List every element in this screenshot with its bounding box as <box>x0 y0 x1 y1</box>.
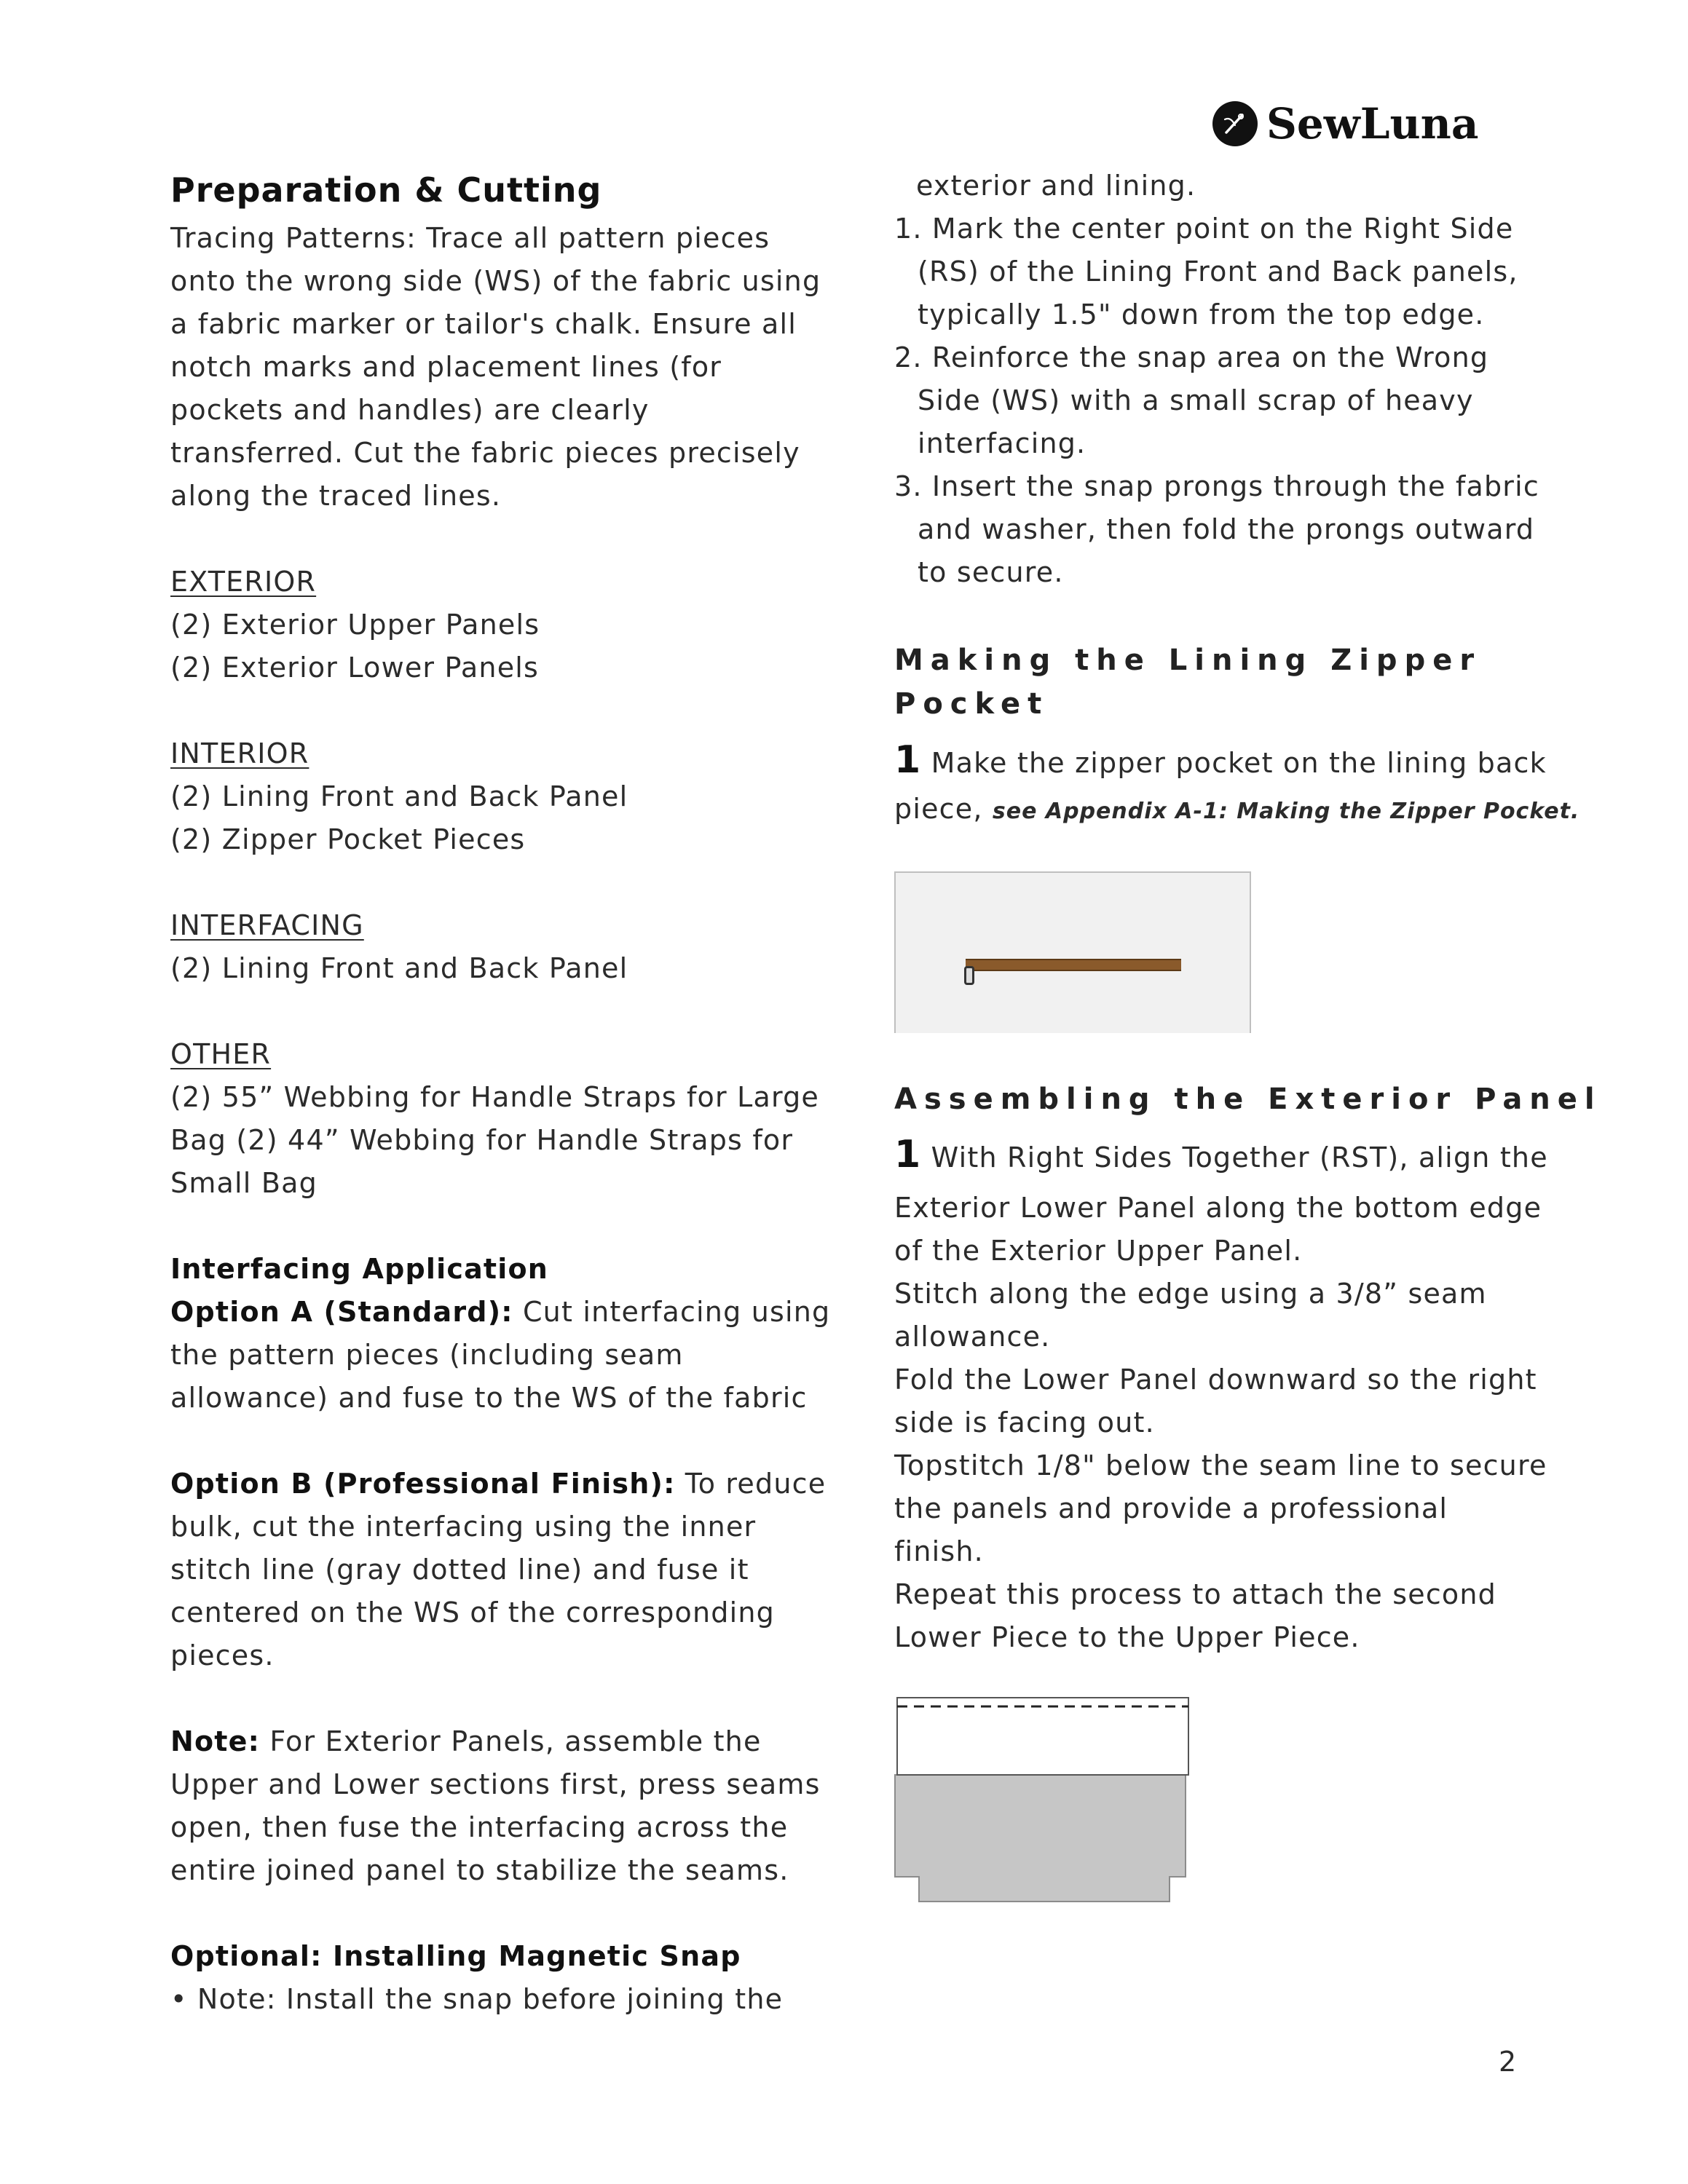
interior-title: INTERIOR <box>170 737 309 769</box>
other-title: OTHER <box>170 1038 272 1070</box>
option-b-label: Option B (Professional Finish): <box>170 1468 676 1500</box>
note-line: open, then fuse the interfacing across the <box>170 1811 789 1843</box>
zipper-pull-icon <box>964 966 974 985</box>
assembly-line: side is facing out. <box>894 1406 1155 1439</box>
note-text: For Exterior Panels, assemble the <box>260 1725 762 1757</box>
assembly-line: Repeat this process to attach the second <box>894 1578 1496 1610</box>
brand-name: SewLuna <box>1266 99 1479 149</box>
exterior-panel-title: Assembling the Exterior Panel <box>894 1083 1602 1116</box>
assembly-line: the panels and provide a professional <box>894 1492 1448 1524</box>
snap-step-3: 3. Insert the snap prongs through the fabric <box>894 470 1539 502</box>
snap-step-2: Side (WS) with a small scrap of heavy <box>918 384 1474 416</box>
option-a-line: the pattern pieces (including seam <box>170 1339 684 1371</box>
optional-snap-title: Optional: Installing Magnetic Snap <box>170 1940 741 1972</box>
note-line: entire joined panel to stabilize the seams. <box>170 1854 789 1886</box>
tracing-line: pockets and handles) are clearly <box>170 394 650 426</box>
option-a-text: Cut interfacing using <box>513 1296 831 1328</box>
option-b-line: centered on the WS of the corresponding <box>170 1597 775 1629</box>
tracing-line: notch marks and placement lines (for <box>170 351 722 383</box>
snap-continuation: exterior and lining. <box>916 170 1196 202</box>
zipper-pocket-title: Making the Lining Zipper <box>894 644 1482 677</box>
option-a-label: Option A (Standard): <box>170 1296 513 1328</box>
snap-step-3: and washer, then fold the prongs outward <box>918 513 1535 545</box>
zipper-tape <box>966 959 1181 971</box>
snap-step-1: 1. Mark the center point on the Right Side <box>894 213 1514 245</box>
option-b-line: bulk, cut the interfacing using the inner <box>170 1511 757 1543</box>
option-b-line <box>170 1468 827 1500</box>
other-line: Small Bag <box>170 1167 318 1199</box>
optional-snap-bullet: • Note: Install the snap before joining the <box>170 1983 784 2015</box>
snap-step-3: to secure. <box>918 556 1064 588</box>
assembly-line: Lower Piece to the Upper Piece. <box>894 1621 1360 1653</box>
assembly-step-line <box>894 1133 1548 1176</box>
assembly-line: allowance. <box>894 1321 1051 1353</box>
tracing-line: onto the wrong side (WS) of the fabric using <box>170 265 821 297</box>
assembly-line: Topstitch 1/8" below the seam line to secure <box>894 1449 1547 1481</box>
zipper-pocket-illustration <box>894 871 1251 1033</box>
exterior-item: (2) Exterior Lower Panels <box>170 652 540 684</box>
step-number: 1 <box>894 1133 922 1176</box>
assembly-line: Stitch along the edge using a 3/8” seam <box>894 1278 1487 1310</box>
appendix-reference: see Appendix A-1: Making the Zipper Pocket. <box>992 799 1580 824</box>
exterior-title: EXTERIOR <box>170 566 317 598</box>
snap-step-2: interfacing. <box>918 427 1086 459</box>
upper-panel-shape <box>897 1698 1188 1775</box>
option-b-text: To reduce <box>675 1468 827 1500</box>
section-heading-preparation: Preparation & Cutting <box>170 170 602 210</box>
tracing-line: a fabric marker or tailor's chalk. Ensure all <box>170 308 797 340</box>
lower-panel-shape <box>895 1775 1186 1902</box>
interfacing-application-title: Interfacing Application <box>170 1253 549 1285</box>
tracing-line: transferred. Cut the fabric pieces precisely <box>170 437 800 469</box>
zipper-step-line <box>894 795 1579 823</box>
needle-icon <box>1212 101 1258 146</box>
interior-item: (2) Zipper Pocket Pieces <box>170 823 526 855</box>
assembly-step-text: With Right Sides Together (RST), align the <box>921 1142 1548 1174</box>
zipper-step-text: piece, <box>894 793 993 825</box>
option-a-line: allowance) and fuse to the WS of the fabric <box>170 1382 808 1414</box>
option-b-line: stitch line (gray dotted line) and fuse it <box>170 1554 749 1586</box>
assembly-line: Fold the Lower Panel downward so the right <box>894 1364 1537 1396</box>
snap-step-1: typically 1.5" down from the top edge. <box>918 298 1485 331</box>
step-number: 1 <box>894 738 922 782</box>
note-line <box>170 1725 762 1757</box>
brand-logo <box>1212 98 1478 149</box>
page-number: 2 <box>1499 2046 1517 2078</box>
assembly-line: finish. <box>894 1535 984 1567</box>
snap-step-2: 2. Reinforce the snap area on the Wrong <box>894 341 1489 373</box>
zipper-step-text: Make the zipper pocket on the lining back <box>921 747 1547 779</box>
other-line: Bag (2) 44” Webbing for Handle Straps for <box>170 1124 794 1156</box>
interior-item: (2) Lining Front and Back Panel <box>170 780 628 812</box>
assembly-line: of the Exterior Upper Panel. <box>894 1235 1303 1267</box>
zipper-step-line <box>894 738 1547 782</box>
option-b-line: pieces. <box>170 1639 275 1671</box>
zipper-pocket-title: Pocket <box>894 687 1049 721</box>
snap-step-1: (RS) of the Lining Front and Back panels, <box>918 256 1518 288</box>
assembly-line: Exterior Lower Panel along the bottom edge <box>894 1192 1542 1224</box>
interfacing-title: INTERFACING <box>170 909 364 941</box>
option-a-line <box>170 1298 830 1326</box>
note-label: Note: <box>170 1725 261 1757</box>
other-line: (2) 55” Webbing for Handle Straps for Large <box>170 1081 820 1113</box>
exterior-panel-illustration <box>894 1696 1193 1907</box>
tracing-line: along the traced lines. <box>170 480 502 512</box>
interfacing-item: (2) Lining Front and Back Panel <box>170 952 628 984</box>
exterior-item: (2) Exterior Upper Panels <box>170 609 540 641</box>
tracing-line: Tracing Patterns: Trace all pattern pieces <box>170 222 770 254</box>
note-line: Upper and Lower sections first, press seams <box>170 1768 821 1800</box>
